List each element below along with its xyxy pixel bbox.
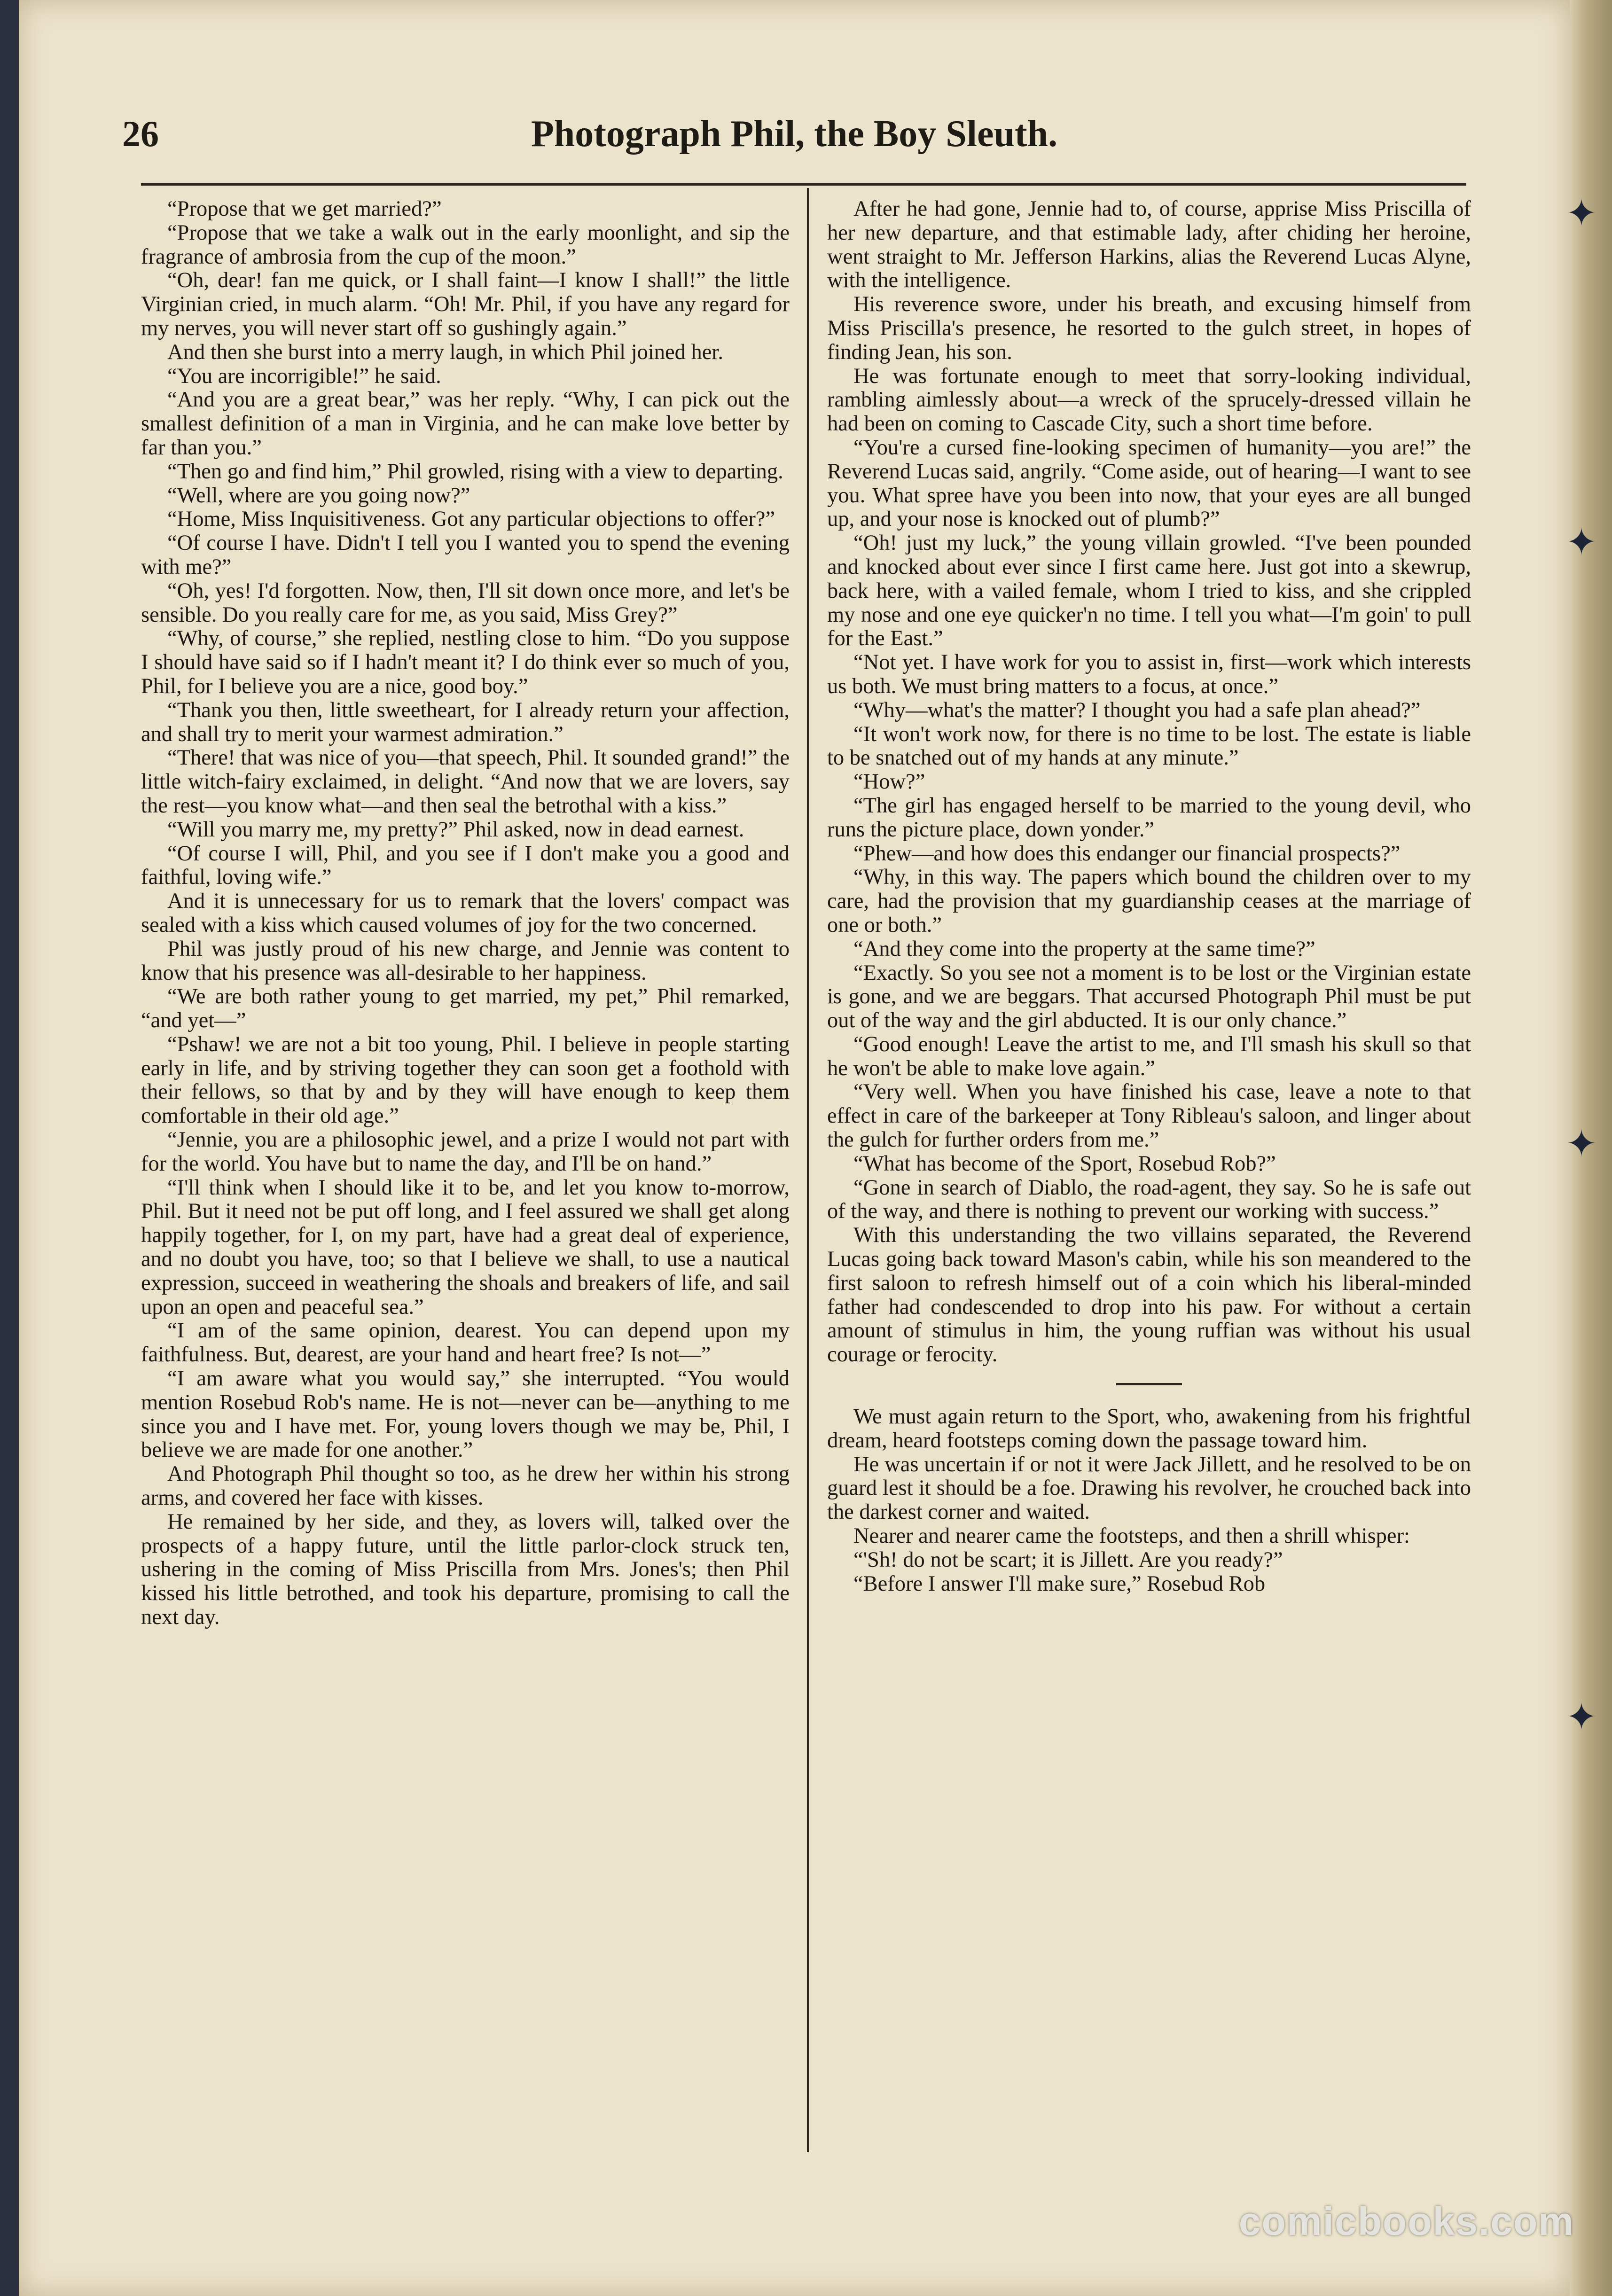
section-break-rule bbox=[1116, 1383, 1182, 1385]
paragraph: “Why, of course,” she replied, nestling close to him. “Do you suppose I should have said so if I hadn't meant it? I do think ever so much of you, Phil, for I believe you are a nice, good boy.” bbox=[141, 626, 790, 698]
paragraph: He was fortunate enough to meet that sorry-looking individual, rambling aimlessly about—a wreck of the sprucely-dressed villain he had been on coming to Cascade City, such a short time before. bbox=[827, 364, 1471, 436]
paragraph: “Well, where are you going now?” bbox=[167, 483, 470, 508]
paragraph: “Thank you then, little sweetheart, for I already return your affection, and shall try to merit your warmest admiration.” bbox=[141, 698, 790, 746]
paragraph: Phil was justly proud of his new charge, and Jennie was content to know that his presence was all-desirable to her happiness. bbox=[141, 937, 790, 985]
paragraph: “Pshaw! we are not a bit too young, Phil. I believe in people starting early in life, and by striving together they can soon get a foothold with their fellows, so that by and by they will have enough to keep them comfortable in their old age.” bbox=[141, 1032, 790, 1128]
paragraph: “Why—what's the matter? I thought you had a safe plan ahead?” bbox=[853, 698, 1421, 722]
paragraph: We must again return to the Sport, who, awakening from his frightful dream, heard footsteps coming down the passage toward him. bbox=[827, 1405, 1471, 1453]
binding-stitch-icon: ✦ bbox=[1565, 522, 1597, 563]
right-column-section-2 bbox=[827, 1405, 1471, 1596]
right-column bbox=[827, 197, 1471, 2148]
binding-stitch-icon: ✦ bbox=[1565, 1697, 1597, 1738]
binding-stitch-icon: ✦ bbox=[1565, 193, 1597, 234]
paragraph: “Of course I will, Phil, and you see if I don't make you a good and faithful, loving wife.” bbox=[141, 841, 790, 890]
paragraph: “And they come into the property at the same time?” bbox=[853, 937, 1315, 961]
paragraph: With this understanding the two villains separated, the Reverend Lucas going back toward Mason's cabin, while his son meandered to the first saloon to refresh himself out of a coin which his liberal-minded father had condescended to drop into his paw. For without a certain amount of stimulus in him, the young ruffian was without his usual courage or ferocity. bbox=[827, 1223, 1471, 1367]
paragraph: “I'll think when I should like it to be, and let you know to-morrow, Phil. But it need not be put off long, and I feel assured we shall get along happily together, for I, on my part, have had a great deal of experience, and no doubt you have, too; so that I believe we shall, to use a nautical expression, succeed in weathering the shoals and breakers of life, and sail upon an open and peaceful sea.” bbox=[141, 1175, 790, 1319]
paragraph: “Oh! just my luck,” the young villain growled. “I've been pounded and knocked about ever since I first came here. Just got into a skewrup, back here, with a vailed female, whom I tried to kiss, and she crippled my nose and one eye quicker'n no time. I tell you what—I'm goin' to pull for the East.” bbox=[827, 531, 1471, 651]
paragraph: “It won't work now, for there is no time to be lost. The estate is liable to be snatched out of my hands at any minute.” bbox=[827, 722, 1471, 770]
paragraph: “Very well. When you have finished his case, leave a note to that effect in care of the barkeeper at Tony Ribleau's saloon, and linger about the gulch for further orders from me.” bbox=[827, 1080, 1471, 1152]
paragraph: “Of course I have. Didn't I tell you I wanted you to spend the evening with me?” bbox=[141, 531, 790, 579]
paragraph: “You are incorrigible!” he said. bbox=[167, 364, 441, 388]
paragraph: “What has become of the Sport, Rosebud Rob?” bbox=[853, 1151, 1276, 1176]
paragraph: “I am aware what you would say,” she interrupted. “You would mention Rosebud Rob's name. He is not—never can be—anything to me since you and I have met. For, young lovers though we may be, Phil, I believe we are made for one another.” bbox=[141, 1367, 790, 1462]
paragraph: “Phew—and how does this endanger our financial prospects?” bbox=[853, 841, 1401, 866]
paragraph: “How?” bbox=[853, 770, 925, 794]
paragraph: And then she burst into a merry laugh, in which Phil joined her. bbox=[167, 340, 723, 364]
paragraph: “Then go and find him,” Phil growled, rising with a view to departing. bbox=[167, 459, 783, 484]
page-header bbox=[122, 108, 1466, 183]
paragraph: “You're a cursed fine-looking specimen of humanity—you are!” the Reverend Lucas said, angrily. “Come aside, out of hearing—I want to see you. What spree have you been into now, that your eyes are all bunged up, and your nose is knocked out of plumb?” bbox=[827, 435, 1471, 531]
left-column bbox=[141, 197, 790, 2148]
paragraph: “There! that was nice of you—that speech, Phil. It sounded grand!” the little witch-fairy exclaimed, in delight. “And now that we are lovers, say the rest—you know what—and then seal the betrothal with a kiss.” bbox=[141, 746, 790, 818]
paragraph: “Home, Miss Inquisitiveness. Got any particular objections to offer?” bbox=[167, 507, 775, 531]
paragraph: And Photograph Phil thought so too, as he drew her within his strong arms, and covered her face with kisses. bbox=[141, 1462, 790, 1510]
paragraph: “Gone in search of Diablo, the road-agent, they say. So he is safe out of the way, and there is nothing to prevent our working with success.” bbox=[827, 1175, 1471, 1224]
watermark: comicbooks.com bbox=[1238, 2199, 1574, 2243]
paragraph: “And you are a great bear,” was her reply. “Why, I can pick out the smallest definition of a man in Virginia, and he can make love better by far than you.” bbox=[141, 388, 790, 460]
paragraph: “Jennie, you are a philosophic jewel, and a prize I would not part with for the world. You have but to name the day, and I'll be on hand.” bbox=[141, 1128, 790, 1176]
paragraph: “Before I answer I'll make sure,” Rosebud Rob bbox=[853, 1571, 1266, 1596]
paragraph: “Propose that we get married?” bbox=[167, 197, 442, 221]
right-column-section-1 bbox=[827, 197, 1471, 1367]
paragraph: “Good enough! Leave the artist to me, and I'll smash his skull so that he won't be able to make love again.” bbox=[827, 1032, 1471, 1080]
paragraph: “Propose that we take a walk out in the early moonlight, and sip the fragrance of ambrosia from the cup of the moon.” bbox=[141, 220, 790, 269]
binding-stitch-icon: ✦ bbox=[1565, 1124, 1597, 1165]
running-title: Photograph Phil, the Boy Sleuth. bbox=[531, 113, 1058, 155]
page-number: 26 bbox=[122, 113, 159, 154]
paragraph: He remained by her side, and they, as lovers will, talked over the prospects of a happy future, until the little parlor-clock struck ten, ushering in the coming of Miss Priscilla from Mrs. Jones's; then Phil kissed his little betrothed, and took his departure, promising to call the next day. bbox=[141, 1509, 790, 1630]
header-rule bbox=[141, 183, 1466, 186]
paragraph: Nearer and nearer came the footsteps, and then a shrill whisper: bbox=[853, 1524, 1410, 1548]
paragraph: “The girl has engaged herself to be married to the young devil, who runs the picture place, down yonder.” bbox=[827, 793, 1471, 842]
paragraph: “Exactly. So you see not a moment is to be lost or the Virginian estate is gone, and we are beggars. That accursed Photograph Phil must be put out of the way and the girl abducted. It is our only chance.” bbox=[827, 961, 1471, 1033]
paragraph: “We are both rather young to get married, my pet,” Phil remarked, “and yet—” bbox=[141, 984, 790, 1033]
paragraph: “I am of the same opinion, dearest. You can depend upon my faithfulness. But, dearest, are your hand and heart free? Is not—” bbox=[141, 1319, 790, 1367]
paragraph: “Why, in this way. The papers which bound the children over to my care, had the provision that my guardianship ceases at the marriage of one or both.” bbox=[827, 865, 1471, 937]
paragraph: “Will you marry me, my pretty?” Phil asked, now in dead earnest. bbox=[167, 817, 744, 842]
paragraph: “Not yet. I have work for you to assist in, first—work which interests us both. We must bring matters to a focus, at once.” bbox=[827, 650, 1471, 698]
paragraph: “'Sh! do not be scart; it is Jillett. Are you ready?” bbox=[853, 1547, 1283, 1572]
paragraph: His reverence swore, under his breath, and excusing himself from Miss Priscilla's presence, he resorted to the gulch street, in hopes of finding Jean, his son. bbox=[827, 292, 1471, 364]
column-divider bbox=[807, 188, 809, 2152]
paragraph: He was uncertain if or not it were Jack Jillett, and he resolved to be on guard lest it should be a foe. Drawing his revolver, he crouched back into the darkest corner and waited. bbox=[827, 1452, 1471, 1524]
paragraph: “Oh, dear! fan me quick, or I shall faint—I know I shall!” the little Virginian cried, in much alarm. “Oh! Mr. Phil, if you have any regard for my nerves, you will never start off so gushingly again.” bbox=[141, 268, 790, 340]
paragraph: “Oh, yes! I'd forgotten. Now, then, I'll sit down once more, and let's be sensible. Do you really care for me, as you said, Miss Grey?” bbox=[141, 578, 790, 627]
paragraph: And it is unnecessary for us to remark that the lovers' compact was sealed with a kiss which caused volumes of joy for the two concerned. bbox=[141, 889, 790, 937]
paragraph: After he had gone, Jennie had to, of course, apprise Miss Priscilla of her new departure, and that estimable lady, after chiding her heroine, went straight to Mr. Jefferson Harkins, alias the Reverend Lucas Alyne, with the intelligence. bbox=[827, 197, 1471, 293]
